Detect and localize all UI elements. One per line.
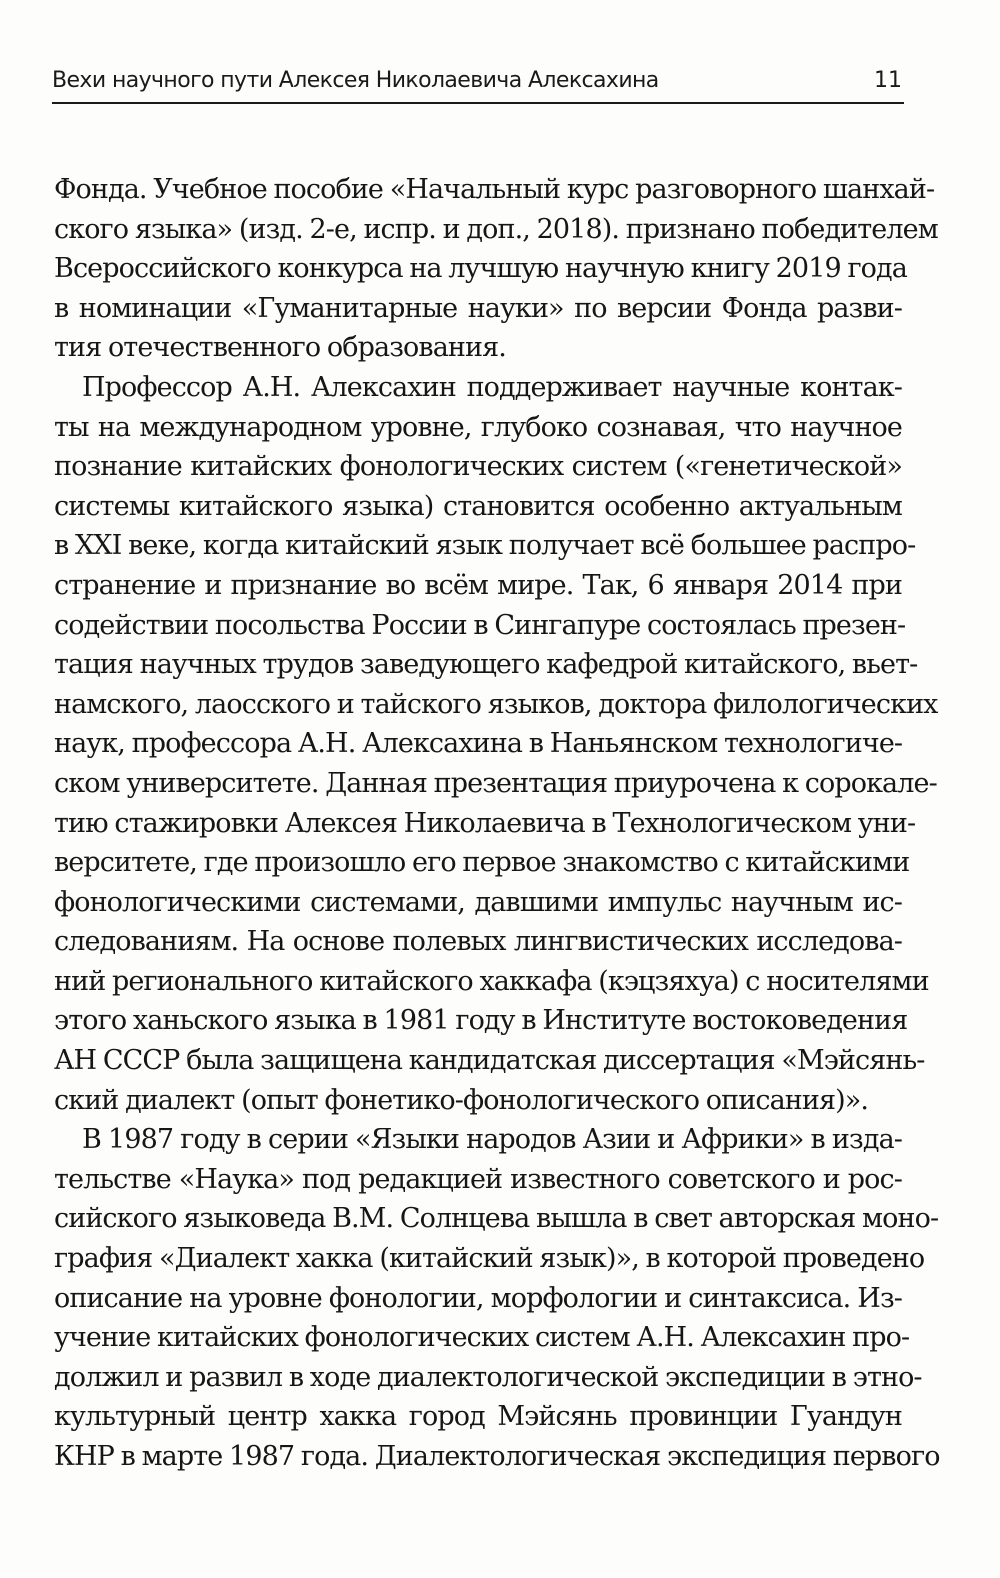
text-line: АН СССР была защищена кандидатская диссертация «Мэйсянь-: [54, 1045, 925, 1077]
text-line: фонологическими системами, давшими импульс научным ис-: [54, 886, 902, 918]
paragraph-1: [54, 170, 938, 368]
text-line: в XXI веке, когда китайский язык получает всё большее распро-: [54, 530, 916, 562]
text-line: Фонда. Учебное пособие «Начальный курс разговорного шанхай-: [54, 174, 935, 205]
text-line: ний регионального китайского хаккафа (кэцзяхуа) с носителями: [54, 965, 929, 997]
text-line: учение китайских фонологических систем А.Н. Алексахин про-: [54, 1322, 910, 1354]
text-line: графия «Диалект хакка (китайский язык)», в которой проведено: [54, 1243, 925, 1275]
text-line: описание на уровне фонологии, морфологии и синтаксиса. Из-: [54, 1282, 902, 1314]
running-title: Вехи научного пути Алексея Николаевича Алексахина: [52, 68, 659, 93]
text-line: тация научных трудов заведующего кафедрой китайского, вьет-: [54, 649, 918, 681]
text-line: тельстве «Наука» под редакцией известного советского и рос-: [54, 1163, 902, 1195]
text-line: тию стажировки Алексея Николаевича в Технологическом уни-: [54, 807, 916, 839]
running-header: [52, 62, 904, 104]
text-line: системы китайского языка) становится особенно актуальным: [54, 490, 902, 522]
text-line: верситете, где произошло его первое знакомство с китайскими: [54, 847, 910, 879]
text-line: ского языка» (изд. 2-е, испр. и доп., 2018). признано победителем: [54, 213, 938, 245]
text-line: ский диалект (опыт фонетико-фонологического описания)».: [54, 1084, 869, 1116]
text-line: этого ханьского языка в 1981 году в Институте востоковедения: [54, 1005, 908, 1037]
text-line: содействии посольства России в Сингапуре состоялась презен-: [54, 609, 906, 641]
text-line: Всероссийского конкурса на лучшую научную книгу 2019 года: [54, 253, 907, 285]
page-number: 11: [874, 68, 902, 93]
body-text: [54, 170, 940, 1477]
text-line: странение и признание во всём мире. Так, 6 января 2014 при: [54, 569, 902, 601]
text-line: ты на международном уровне, глубоко сознавая, что научное: [54, 411, 902, 443]
text-line: познание китайских фонологических систем («генетической»: [54, 451, 902, 483]
text-line: в номинации «Гуманитарные науки» по версии Фонда разви-: [54, 292, 902, 324]
text-line: намского, лаосского и тайского языков, доктора филологических: [54, 688, 938, 720]
text-line: В 1987 году в серии «Языки народов Азии и Африки» в изда-: [82, 1124, 902, 1156]
text-line: КНР в марте 1987 года. Диалектологическая экспедиция первого: [54, 1441, 940, 1472]
text-line: культурный центр хакка город Мэйсянь провинции Гуандун: [54, 1401, 902, 1433]
text-line: наук, профессора А.Н. Алексахина в Наньянском технологиче-: [54, 728, 903, 760]
text-line: следованиям. На основе полевых лингвистических исследова-: [54, 926, 902, 958]
text-line: должил и развил в ходе диалектологической экспедиции в этно-: [54, 1361, 922, 1393]
text-line: Профессор А.Н. Алексахин поддерживает научные контак-: [82, 371, 902, 403]
paragraph-3: [54, 1120, 940, 1476]
text-line: ском университете. Данная презентация приурочена к сорокале-: [54, 767, 937, 799]
paragraph-2: [54, 368, 938, 1120]
text-line: сийского языковеда В.М. Солнцева вышла в свет авторская моно-: [54, 1203, 939, 1235]
text-line: тия отечественного образования.: [54, 332, 506, 364]
